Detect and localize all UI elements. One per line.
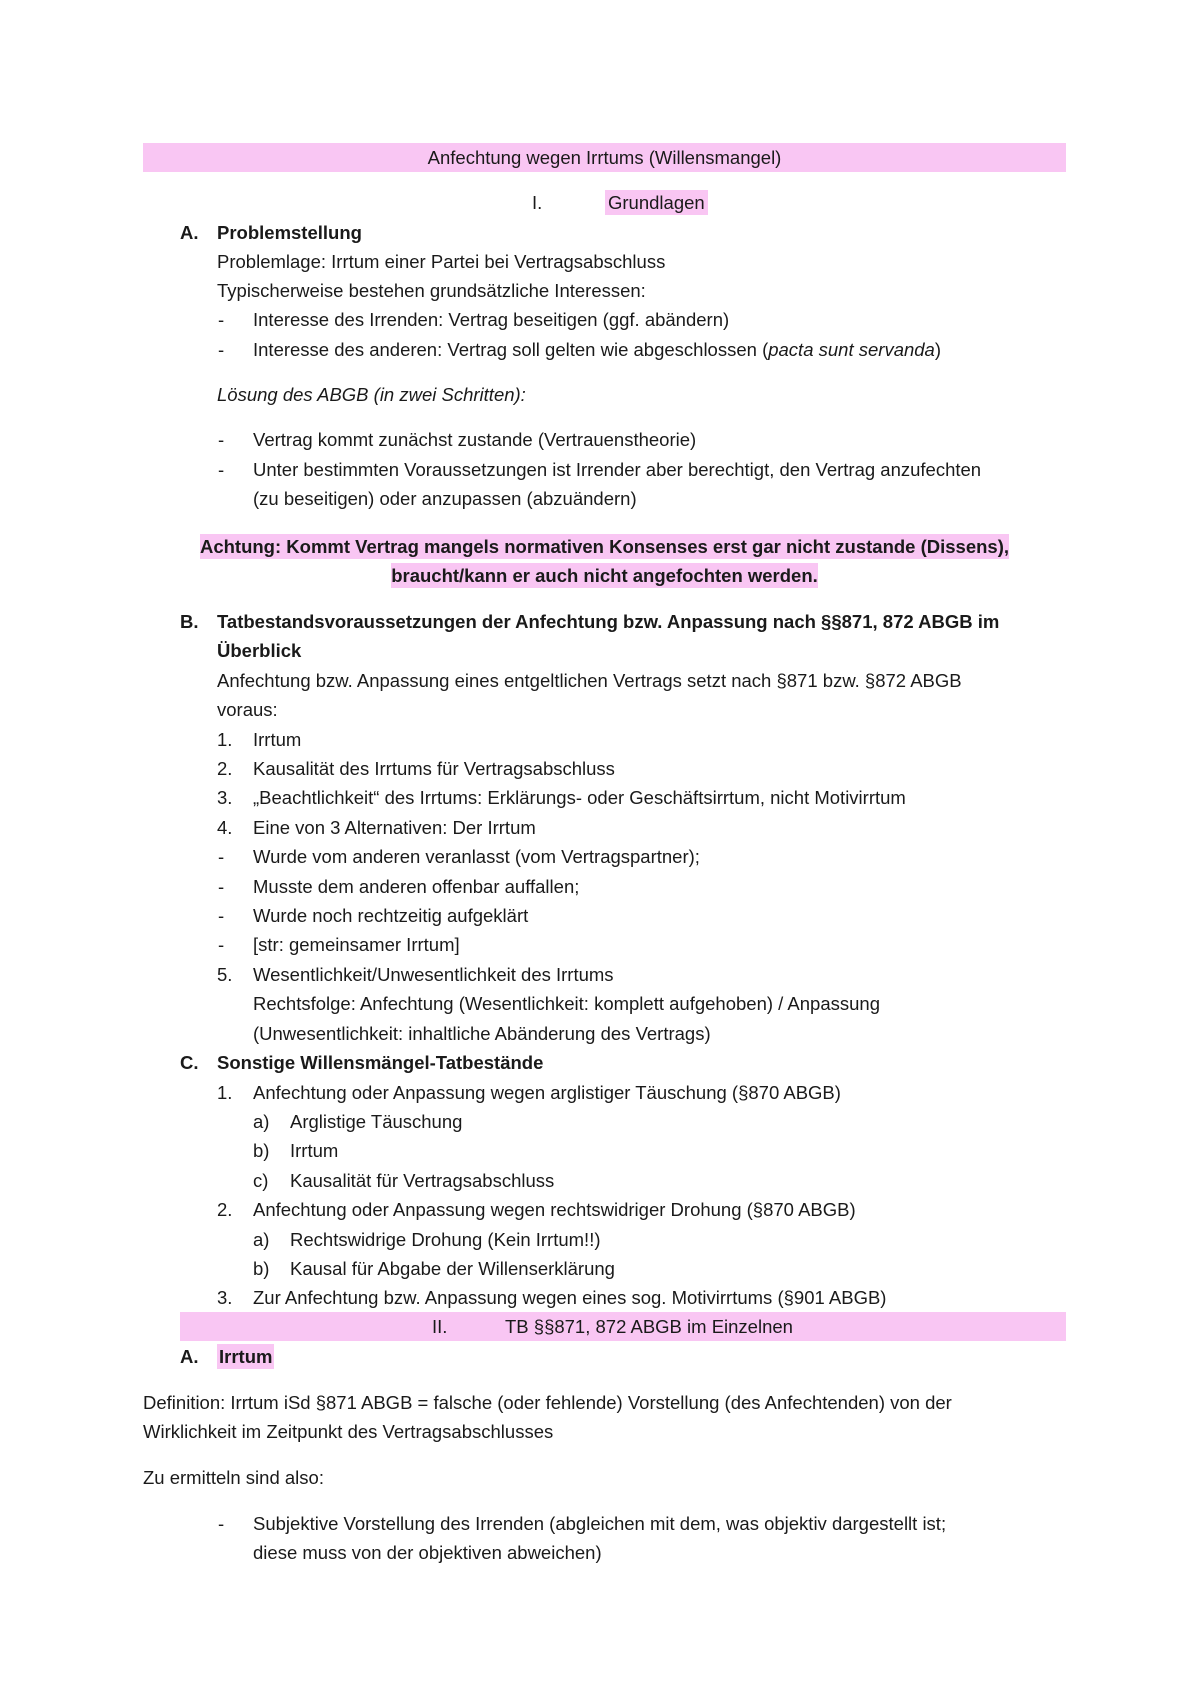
list-letter: a)	[253, 1229, 270, 1250]
definition-line: Wirklichkeit im Zeitpunkt des Vertragsabschlusses	[143, 1421, 554, 1442]
paragraph-line: Zu ermitteln sind also:	[143, 1467, 324, 1488]
list-item: „Beachtlichkeit“ des Irrtums: Erklärungs- oder Geschäftsirrtum, nicht Motivirrtum	[253, 787, 906, 808]
subsection-mark: B.	[180, 611, 199, 632]
bullet-text-part: Interesse des anderen: Vertrag soll gelten wie abgeschlossen (	[253, 339, 769, 360]
subsection-heading-label: Irrtum	[219, 1346, 273, 1367]
list-item: Irrtum	[290, 1140, 339, 1161]
subsection-heading: Sonstige Willensmängel-Tatbestände	[217, 1052, 544, 1073]
list-item: [str: gemeinsamer Irrtum]	[253, 934, 460, 955]
list-number: 1.	[217, 729, 233, 750]
list-item: Kausal für Abgabe der Willenserklärung	[290, 1258, 615, 1279]
subsection-heading: Überblick	[217, 640, 302, 661]
solution-heading: Lösung des ABGB (in zwei Schritten):	[217, 384, 526, 405]
bullet-dash: -	[218, 905, 225, 926]
list-item: Wurde vom anderen veranlasst (vom Vertragspartner);	[253, 846, 700, 867]
bullet-text: Unter bestimmten Voraussetzungen ist Irrender aber berechtigt, den Vertrag anzufechten	[253, 459, 982, 480]
bullet-dash: -	[218, 934, 225, 955]
document-title: Anfechtung wegen Irrtums (Willensmangel)	[427, 147, 782, 168]
bullet-text: Vertrag kommt zunächst zustande (Vertrauenstheorie)	[253, 429, 697, 450]
list-item: Anfechtung oder Anpassung wegen arglistiger Täuschung (§870 ABGB)	[253, 1082, 841, 1103]
subsection-heading: Tatbestandsvoraussetzungen der Anfechtung bzw. Anpassung nach §§871, 872 ABGB im	[217, 611, 1000, 632]
bullet-text: diese muss von der objektiven abweichen)	[253, 1542, 602, 1563]
paragraph-line: Anfechtung bzw. Anpassung eines entgeltlichen Vertrags setzt nach §871 bzw. §872 ABGB	[217, 670, 962, 691]
bullet-text: Subjektive Vorstellung des Irrenden (abgleichen mit dem, was objektiv dargestellt ist;	[253, 1513, 947, 1534]
bullet-dash: -	[218, 309, 225, 330]
list-number: 2.	[217, 1199, 233, 1220]
warning-text: braucht/kann er auch nicht angefochten werden.	[391, 565, 818, 586]
subsection-heading	[217, 1344, 274, 1370]
warning-text: Achtung: Kommt Vertrag mangels normativen Konsenses erst gar nicht zustande (Dissens),	[199, 536, 1010, 557]
bullet-text-part: )	[934, 339, 942, 360]
list-number: 5.	[217, 964, 233, 985]
list-item: Wesentlichkeit/Unwesentlichkeit des Irrtums	[253, 964, 614, 985]
subsection-mark: A.	[180, 222, 199, 243]
subsection-heading: Problemstellung	[217, 222, 362, 243]
subsection-mark: C.	[180, 1052, 199, 1073]
list-item: Kausalität für Vertragsabschluss	[290, 1170, 555, 1191]
paragraph-line: Problemlage: Irrtum einer Partei bei Vertragsabschluss	[217, 251, 666, 272]
list-item: Arglistige Täuschung	[290, 1111, 463, 1132]
list-item: Eine von 3 Alternativen: Der Irrtum	[253, 817, 536, 838]
section-number: I.	[532, 192, 543, 213]
list-letter: b)	[253, 1258, 270, 1279]
list-number: 3.	[217, 787, 233, 808]
subsection-mark: A.	[180, 1346, 199, 1367]
bullet-dash: -	[218, 876, 225, 897]
list-number: 1.	[217, 1082, 233, 1103]
legal-consequence: (Unwesentlichkeit: inhaltliche Abänderung des Vertrags)	[253, 1023, 711, 1044]
paragraph-line: Typischerweise bestehen grundsätzliche Interessen:	[217, 280, 646, 301]
list-item: Zur Anfechtung bzw. Anpassung wegen eines sog. Motivirrtums (§901 ABGB)	[253, 1287, 887, 1308]
list-letter: b)	[253, 1140, 270, 1161]
bullet-dash: -	[218, 846, 225, 867]
section-number: II.	[432, 1316, 448, 1337]
bullet-dash: -	[218, 459, 225, 480]
list-item: Rechtswidrige Drohung (Kein Irrtum!!)	[290, 1229, 601, 1250]
bullet-text: (zu beseitigen) oder anzupassen (abzuändern)	[253, 488, 637, 509]
list-item: Anfechtung oder Anpassung wegen rechtswidriger Drohung (§870 ABGB)	[253, 1199, 856, 1220]
list-item: Irrtum	[253, 729, 302, 750]
list-number: 4.	[217, 817, 233, 838]
list-item: Kausalität des Irrtums für Vertragsabschluss	[253, 758, 615, 779]
bullet-text	[253, 337, 941, 363]
list-item: Wurde noch rechtzeitig aufgeklärt	[253, 905, 529, 926]
bullet-dash: -	[218, 1513, 225, 1534]
warning-line	[143, 534, 1066, 560]
list-item: Musste dem anderen offenbar auffallen;	[253, 876, 580, 897]
section-heading-label: Grundlagen	[605, 190, 708, 215]
bullet-text: Interesse des Irrenden: Vertrag beseitigen (ggf. abändern)	[253, 309, 730, 330]
definition-line: Definition: Irrtum iSd §871 ABGB = falsche (oder fehlende) Vorstellung (des Anfechtenden) von der	[143, 1392, 952, 1413]
legal-consequence: Rechtsfolge: Anfechtung (Wesentlichkeit: komplett aufgehoben) / Anpassung	[253, 993, 880, 1014]
bullet-dash: -	[218, 429, 225, 450]
warning-line	[143, 563, 1066, 589]
list-number: 2.	[217, 758, 233, 779]
section-heading	[605, 190, 708, 216]
list-letter: c)	[253, 1170, 269, 1191]
section-heading: TB §§871, 872 ABGB im Einzelnen	[505, 1316, 793, 1337]
bullet-dash: -	[218, 339, 225, 360]
paragraph-line: voraus:	[217, 699, 278, 720]
latin-phrase: pacta sunt servanda	[768, 339, 935, 360]
list-letter: a)	[253, 1111, 270, 1132]
list-number: 3.	[217, 1287, 233, 1308]
